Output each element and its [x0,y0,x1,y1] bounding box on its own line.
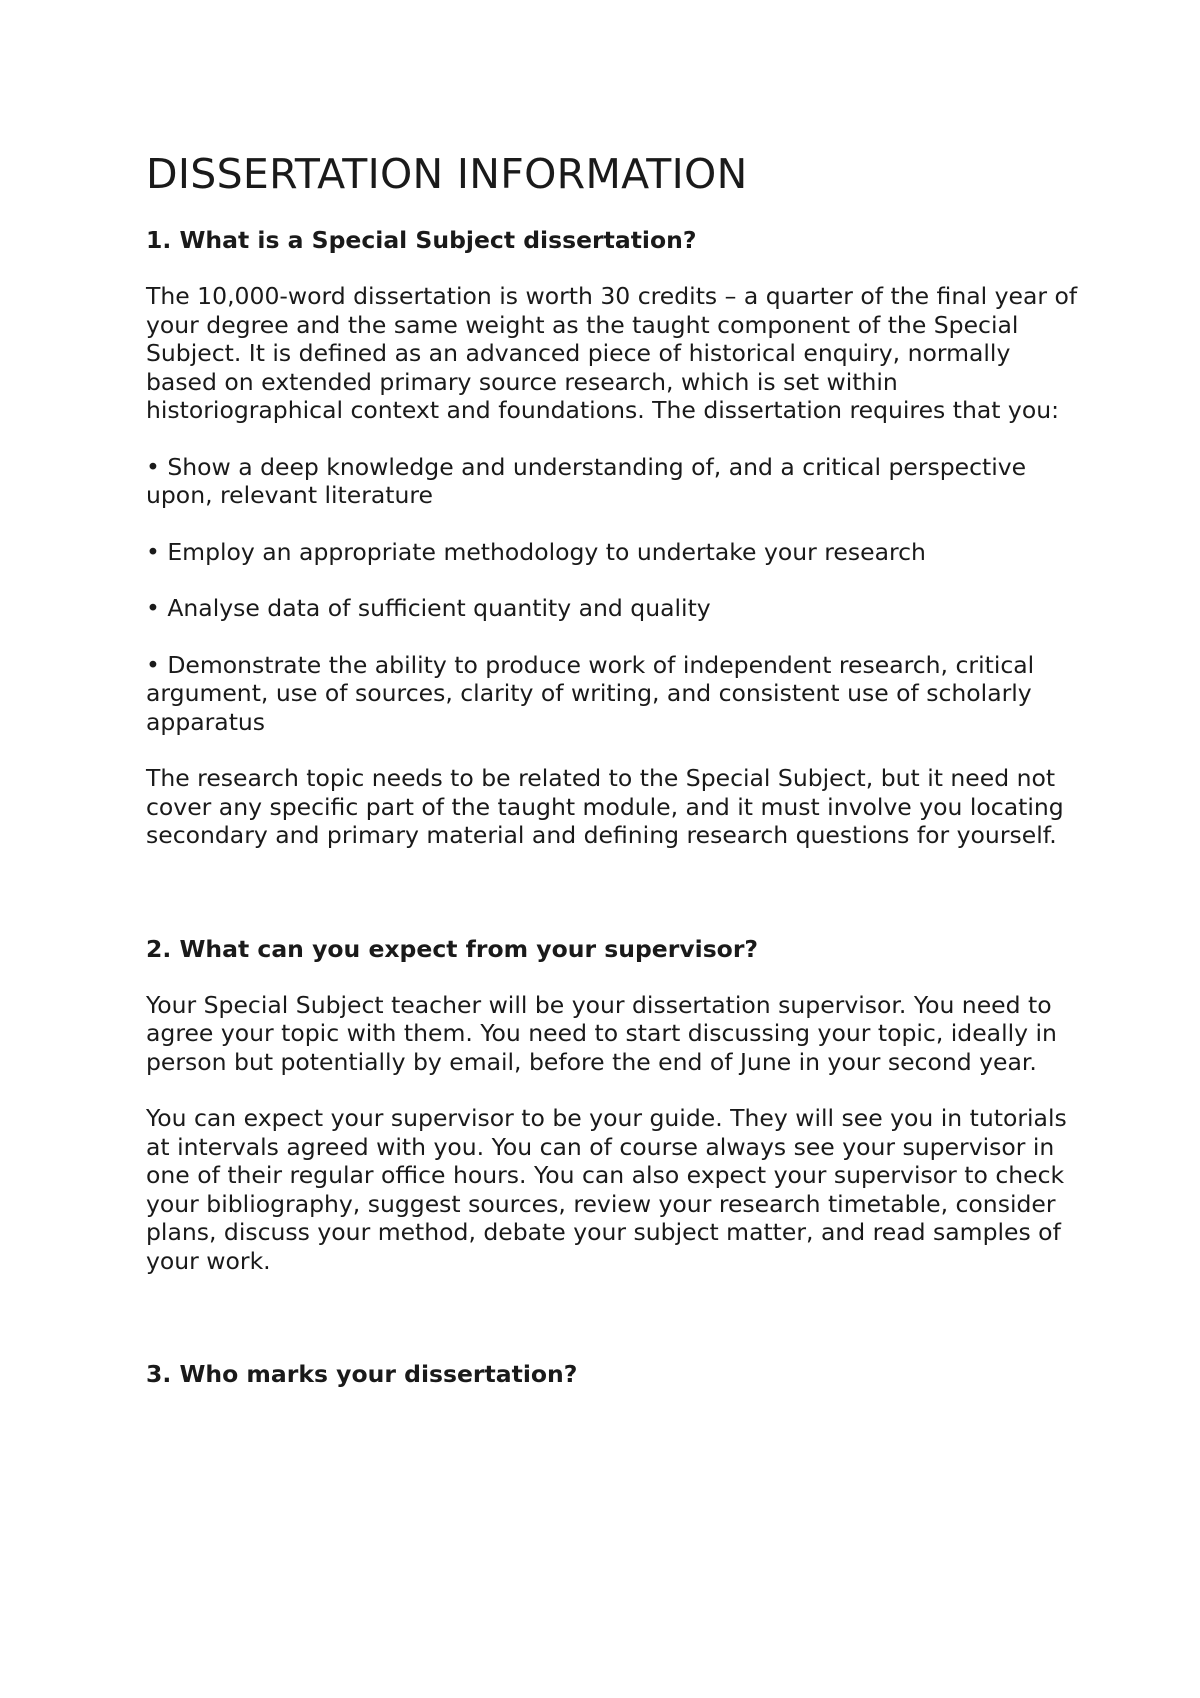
bullet-item: • Employ an appropriate methodology to undertake your research [146,537,926,566]
document-content [146,148,1086,1416]
section-2 [146,935,1086,1276]
section-intro-paragraph: The 10,000-word dissertation is worth 30 credits – a quarter of the final year of your degree and the same weight as the taught component of the Special Subject. It is defined as an advanced piece of historical enquiry, normally based on extended primary source research, which is set within historiographical context and foundations. The dissertation requires that you: [146,282,1078,424]
bullet-item: • Analyse data of sufficient quantity and quality [146,594,711,622]
section-closing-paragraph: The research topic needs to be related to the Special Subject, but it need not cover any specific part of the taught module, and it must involve you locating secondary and primary material and defining research questions for yourself. [146,764,1064,849]
section-spacer [146,878,1086,935]
bullet-item: • Show a deep knowledge and understanding of, and a critical perspective upon, relevant literature [146,452,1027,509]
section-1 [146,226,1086,850]
section-heading: 2. What can you expect from your supervisor? [146,934,759,963]
paragraph: Your Special Subject teacher will be your dissertation supervisor. You need to agree your topic with them. You need to start discussing your topic, ideally in person but potentially by email, before the end of June in your second year. [146,990,1057,1076]
bullet-item: • Demonstrate the ability to produce work of independent research, critical argument, use of sources, clarity of writing, and consistent use of scholarly apparatus [146,650,1035,736]
section-3 [146,1360,1086,1388]
section-heading: 1. What is a Special Subject dissertation? [146,226,697,254]
section-spacer [146,1303,1086,1360]
document-title: DISSERTATION INFORMATION [146,150,748,198]
paragraph: You can expect your supervisor to be your guide. They will see you in tutorials at intervals agreed with you. You can of course always see your supervisor in one of their regular office hours. You can also expect your supervisor to check your bibliography, suggest sources, review your research timetable, consider plans, discuss your method, debate your subject matter, and read samples of your work. [146,1104,1067,1275]
section-heading: 3. Who marks your dissertation? [146,1360,578,1388]
